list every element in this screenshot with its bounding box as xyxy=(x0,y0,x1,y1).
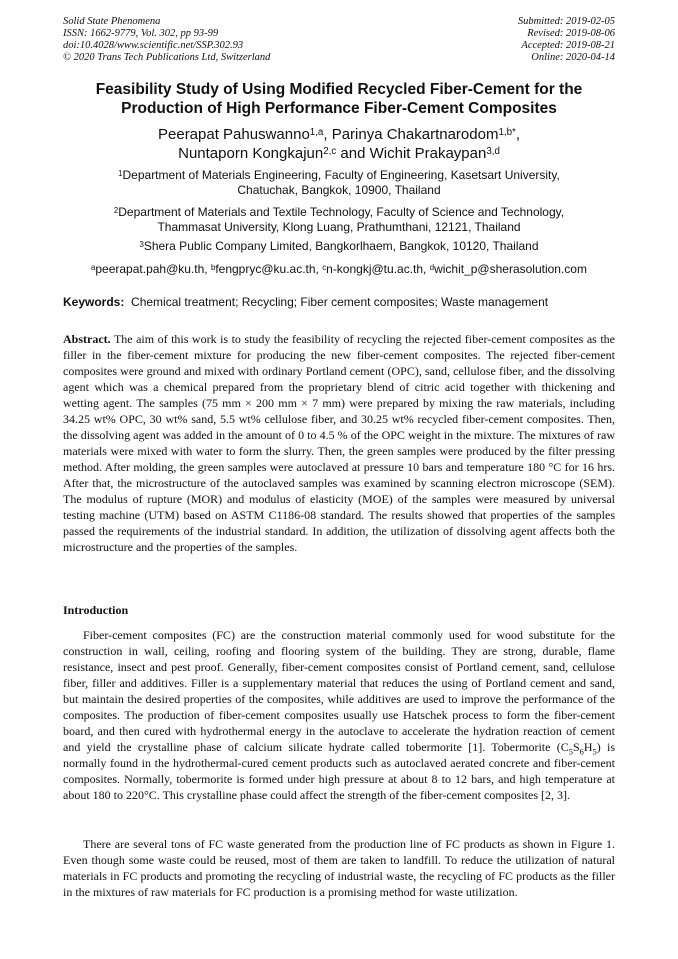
paper-title xyxy=(40,80,638,118)
keywords-text: Chemical treatment; Recycling; Fiber cement composites; Waste management xyxy=(131,295,549,309)
author-list: Peerapat Pahuswanno$^{1,a}$, Parinya Chakartnarodom$^{1,b*}$, Nuntaporn Kongkajun$^{2,c}$ and Wichit Prakaypan$^{3,d}$ xyxy=(158,126,520,162)
keywords xyxy=(63,295,623,310)
author-name: Parinya Chakartnarodom xyxy=(331,126,499,143)
author-conjunction: and xyxy=(340,145,366,162)
author-name: Peerapat Pahuswanno xyxy=(158,126,310,143)
author-name: Wichit Prakaypan xyxy=(369,145,487,162)
affiliation-number: 1 xyxy=(118,168,123,178)
email-link[interactable]: peerapat.pah@ku.th, xyxy=(95,262,208,276)
subscript: 5 xyxy=(568,747,573,757)
subscript: 5 xyxy=(592,747,597,757)
email-link[interactable]: wichit_p@sherasolution.com xyxy=(434,262,587,276)
abstract-label: Abstract. xyxy=(63,332,111,346)
subscript: 6 xyxy=(579,747,584,757)
affiliation-2 xyxy=(40,205,638,235)
paragraph-text: ) is normally found in the hydrothermal-cured cement products such as autoclaved aerated concrete and fiber-cement composites. Normally, tobermorite is formed under high pressure at about 8 to 12 bars, and high temperature at about 180 to 220°C. This crystalline phase could affect the strength of the fiber-cement composites [2, 3]. xyxy=(63,740,615,802)
issn-line: ISSN: 1662-9779, Vol. 302, pp 93-99 xyxy=(63,28,219,39)
paragraph-text: H xyxy=(583,740,593,754)
abstract xyxy=(63,331,615,555)
copyright-line: © 2020 Trans Tech Publications Ltd, Switzerland xyxy=(63,52,271,63)
affiliation-text: Department of Materials Engineering, Faculty of Engineering, Kasetsart University, xyxy=(122,168,560,182)
affiliation-text: Department of Materials and Textile Technology, Faculty of Science and Technology, xyxy=(118,205,565,219)
abstract-text: The aim of this work is to study the feasibility of recycling the rejected fiber-cement composites as the filler in the fiber-cement mixture for producing the new fiber-cement composites. The rejected fiber-cement composites were ground and mixed with ordinary Portland cement (OPC), sand, cellulose fiber, and the dissolving agent which was a chemical prepared from the proprietary blend of citric acid together with thickening and wetting agent. The samples (75 mm × 200 mm × 7 mm) were prepared by mixing the raw materials, including 34.25 wt% OPC, 30 wt% sand, 5.5 wt% cellulose fiber, and 30.25 wt% recycled fiber-cement composites. Then, the dissolving agent was added in the amount of 0 to 4.5 % of the OPC weight in the mixture. The mixtures of raw materials were mixed with water to form the slurry. Then, the green samples were produced by the filter pressing method. After molding, the green samples were autoclaved at pressure 10 bars and temperature 180 °C for 16 hrs. After that, the microstructure of the autoclaved samples was examined by scanning electron microscope (SEM). The modulus of rupture (MOR) and modulus of elasticity (MOE) of the samples were measured by universal testing machine (UTM) based on ASTM C1186-08 standard. The results showed that properties of the samples passed the requirements of the industrial standard. In addition, the utilization of dissolving agent affects both the microstructure and the properties of the samples. xyxy=(63,332,615,554)
email-marker: a xyxy=(91,262,96,272)
affiliation-number: 3 xyxy=(139,239,144,249)
journal-header-left xyxy=(63,16,270,64)
affiliation-3 xyxy=(40,239,638,254)
paragraph-text: S xyxy=(572,740,580,754)
email-marker: b xyxy=(210,262,216,272)
introduction-paragraph-1 xyxy=(63,627,615,803)
author-affiliation-sup: 1,a xyxy=(309,126,324,138)
paragraph-text: Fiber-cement composites (FC) are the construction material commonly used for wood substitute for the construction in wall, ceiling, roofing and flooring system of the building. They are strong, durable, flame resistance, insect and pest proof. Generally, fiber-cement composites consist of Portland cement, sand, cellulose fiber, filler and additives. Filler is a supplementary material that reduces the using of Portland cement and sand, but maintain the desired properties of the composites, while additives are used to improve the performance of the composites. The production of fiber-cement composites usually use Hatschek process to form the fiber-cement board, and then cured with hydrothermal energy in the autoclave to accelerate the hydration reaction of cement and yield the crystalline phase of calcium silicate hydrate called tobermorite [1]. Tobermorite (C xyxy=(63,628,615,754)
affiliation-text: Shera Public Company Limited, Bangkorlhaem, Bangkok, 10120, Thailand xyxy=(143,239,539,253)
author-affiliation-sup: 1,b* xyxy=(498,126,516,138)
online-date: Online: 2020-04-14 xyxy=(531,52,615,63)
author-affiliation-sup: 2,c xyxy=(323,145,337,157)
revised-date: Revised: 2019-08-06 xyxy=(527,28,615,39)
affiliation-text: Thammasat University, Klong Luang, Prathumthani, 12121, Thailand xyxy=(157,220,521,234)
email-link[interactable]: fengpryc@ku.ac.th, xyxy=(215,262,319,276)
email-link[interactable]: n-kongkj@tu.ac.th, xyxy=(326,262,427,276)
introduction-paragraph-2: There are several tons of FC waste generated from the production line of FC products as shown in Figure 1. Even though some waste could be reused, most of them are taken to landfill. To reduce the utilization of natural materials in FC products and promoting the recycling of industrial waste, the recycling of FC products as the filler in the mixtures of raw materials for FC production is a promising method for waste utilization. xyxy=(63,837,615,899)
email-list xyxy=(40,262,638,277)
email-marker: c xyxy=(322,262,327,272)
title-line-1: Feasibility Study of Using Modified Recycled Fiber-Cement for the xyxy=(95,81,583,98)
author-name: Nuntaporn Kongkajun xyxy=(178,145,324,162)
email-marker: d xyxy=(429,262,435,272)
affiliation-1 xyxy=(40,168,638,198)
journal-name: Solid State Phenomena xyxy=(63,16,161,27)
doi-line[interactable]: doi:10.4028/www.scientific.net/SSP.302.93 xyxy=(63,40,244,51)
keywords-label: Keywords: xyxy=(63,295,125,309)
submitted-date: Submitted: 2019-02-05 xyxy=(517,16,615,27)
title-line-2: Production of High Performance Fiber-Cement Composites xyxy=(121,100,557,117)
journal-header-right xyxy=(518,16,615,64)
affiliation-number: 2 xyxy=(113,205,119,215)
author-affiliation-sup: 3,d xyxy=(486,145,500,157)
accepted-date: Accepted: 2019-08-21 xyxy=(521,40,615,51)
section-heading-introduction: Introduction xyxy=(63,603,129,617)
affiliation-text: Chatuchak, Bangkok, 10900, Thailand xyxy=(237,183,441,197)
